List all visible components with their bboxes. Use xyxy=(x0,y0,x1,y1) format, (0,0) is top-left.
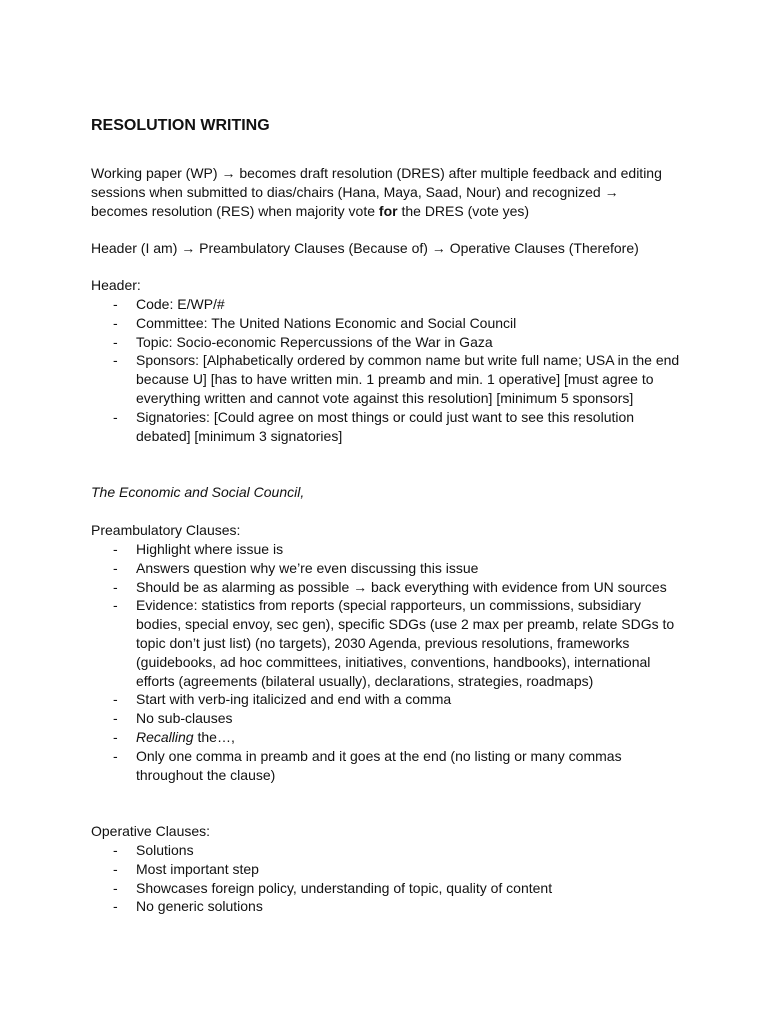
list-item xyxy=(91,314,681,333)
dash-bullet: - xyxy=(113,296,118,312)
list-item-text: Evidence: statistics from reports (special rapporteurs, un commissions, subsidiary bodies, special envoy, sec gen), specific SDGs (use 2 max per preamb, relate SDGs to topic don’t just list) (no targets), 2030 Agenda, previous resolutions, frameworks (guidebooks, ad hoc committees, initiatives, conventions, handbooks), international efforts (agreements (bilateral usually), declarations, strategies, roadmaps) xyxy=(136,597,675,689)
list-item-text: Topic: Socio-economic Repercussions of the War in Gaza xyxy=(136,333,493,350)
list-item xyxy=(91,333,681,352)
dash-bullet: - xyxy=(113,710,118,727)
list-item xyxy=(91,747,681,785)
header-section-heading: Header: xyxy=(91,277,141,293)
list-item xyxy=(91,596,681,690)
list-item xyxy=(91,728,681,747)
document-title: RESOLUTION WRITING xyxy=(91,117,270,134)
dash-bullet: - xyxy=(113,898,118,915)
preamb-list xyxy=(91,540,681,784)
list-item-text: Committee: The United Nations Economic and Social Council xyxy=(136,314,517,331)
council-line xyxy=(91,483,304,502)
dash-bullet: - xyxy=(113,559,118,576)
council-line-text: The Economic and Social Council, xyxy=(91,484,305,500)
list-item-text: No sub-clauses xyxy=(136,710,233,727)
recalling-italic: Recalling xyxy=(136,728,194,745)
list-item xyxy=(91,351,681,407)
list-item xyxy=(91,295,681,314)
dash-bullet: - xyxy=(113,597,118,614)
list-item-text: Signatories: [Could agree on most things or could just want to see this resolution debated] [minimum 3 signatories] xyxy=(136,408,635,444)
list-item-text: No generic solutions xyxy=(136,898,263,915)
list-item xyxy=(91,559,681,578)
intro-text-part2: the DRES (vote yes) xyxy=(397,202,530,219)
list-item-text: Most important step xyxy=(136,860,259,877)
list-item xyxy=(91,690,681,709)
dash-bullet: - xyxy=(113,541,118,557)
dash-bullet: - xyxy=(113,728,118,745)
list-item-text: Showcases foreign policy, understanding of topic, quality of content xyxy=(136,879,553,896)
intro-text-part1: Working paper (WP) → becomes draft resolution (DRES) after multiple feedback and editing sessions when submitted to dias/chairs (Hana, Maya, Saad, Nour) and recognized → becomes resolution (RES) when majority vote xyxy=(91,165,662,219)
preamb-section-heading: Preambulatory Clauses: xyxy=(91,522,241,538)
header-list xyxy=(91,295,681,445)
intro-bold-for: for xyxy=(378,202,398,219)
list-item-text: Sponsors: [Alphabetically ordered by common name but write full name; USA in the end because U] [has to have written min. 1 preamb and min. 1 operative] [must agree to everything written and cannot vote against this resolution] [minimum 5 sponsors] xyxy=(136,352,680,406)
operative-section-heading: Operative Clauses: xyxy=(91,823,211,839)
dash-bullet: - xyxy=(113,333,118,350)
operative-list xyxy=(91,841,681,916)
dash-bullet: - xyxy=(113,879,118,896)
list-item xyxy=(91,408,681,446)
list-item xyxy=(91,841,681,860)
list-item-text: Highlight where issue is xyxy=(136,541,284,557)
list-item-text: Only one comma in preamb and it goes at the end (no listing or many commas throughout the clause) xyxy=(136,747,622,783)
dash-bullet: - xyxy=(113,842,118,858)
list-item xyxy=(91,578,681,597)
list-item xyxy=(91,879,681,898)
dash-bullet: - xyxy=(113,747,118,764)
dash-bullet: - xyxy=(113,408,118,425)
intro-paragraph xyxy=(91,164,676,220)
dash-bullet: - xyxy=(113,314,118,331)
list-item-text: Start with verb-ing italicized and end with a comma xyxy=(136,691,452,708)
list-item-text: Solutions xyxy=(136,842,194,858)
list-item-text: Should be as alarming as possible → back everything with evidence from UN sources xyxy=(136,578,667,595)
dash-bullet: - xyxy=(113,691,118,708)
list-item xyxy=(91,860,681,879)
dash-bullet: - xyxy=(113,352,118,369)
list-item-text: the…, xyxy=(193,728,235,745)
structure-line: Header (I am) → Preambulatory Clauses (Because of) → Operative Clauses (Therefore) xyxy=(91,240,639,256)
dash-bullet: - xyxy=(113,578,118,595)
list-item-text: Answers question why we’re even discussing this issue xyxy=(136,559,479,576)
list-item-text: Code: E/WP/# xyxy=(136,296,225,312)
dash-bullet: - xyxy=(113,860,118,877)
list-item xyxy=(91,709,681,728)
list-item xyxy=(91,540,681,559)
list-item xyxy=(91,897,681,916)
